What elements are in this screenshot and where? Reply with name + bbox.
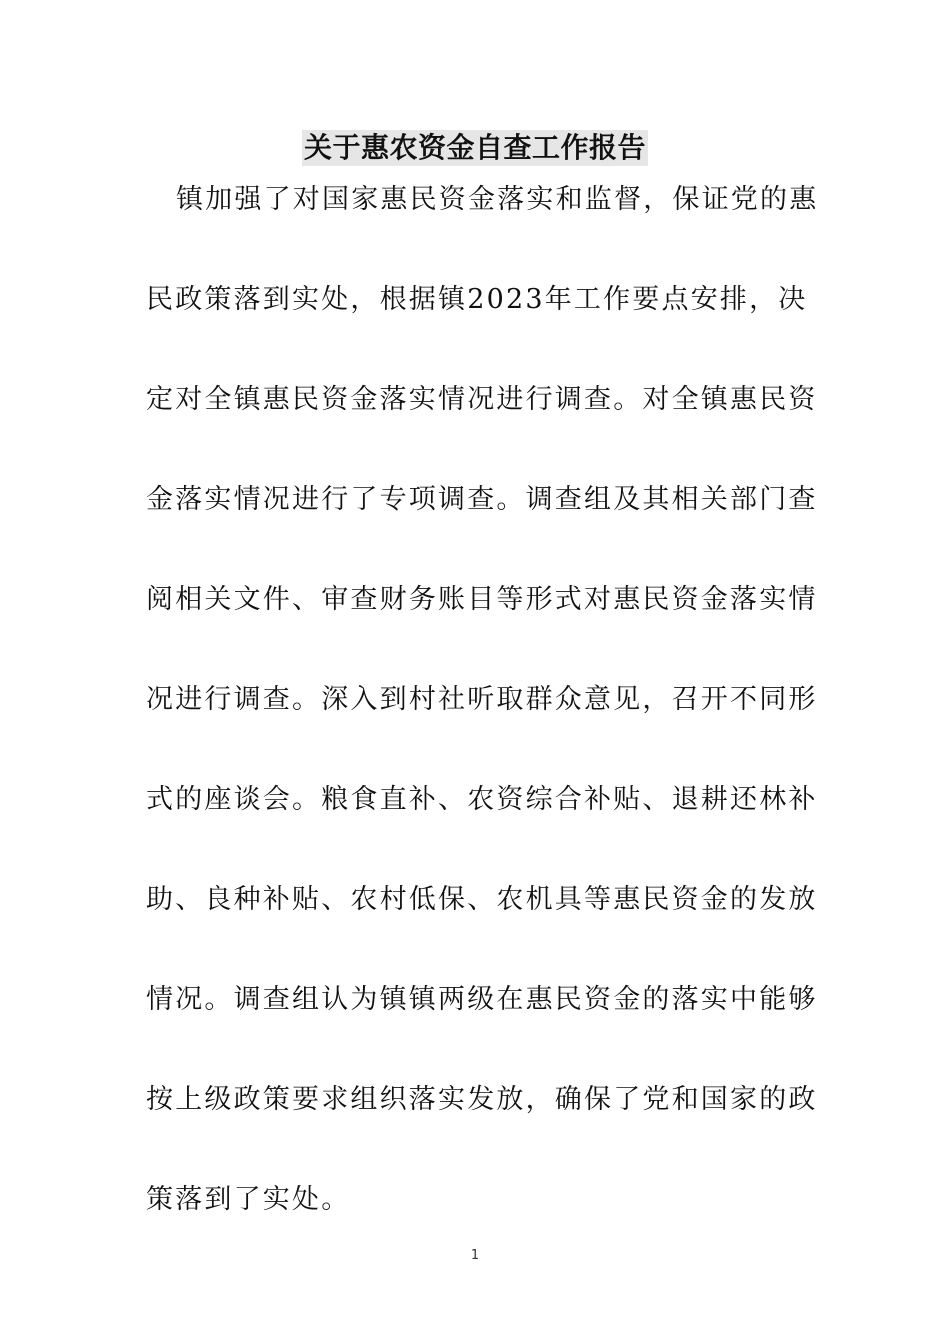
body-line: 助、良种补贴、农村低保、农机具等惠民资金的发放 (146, 884, 818, 915)
body-line: 阅相关文件、审查财务账目等形式对惠民资金落实情 (146, 584, 818, 615)
body-line: 策落到了实处。 (146, 1184, 351, 1215)
body-line: 定对全镇惠民资金落实情况进行调查。对全镇惠民资 (146, 384, 818, 415)
body-line: 金落实情况进行了专项调查。调查组及其相关部门查 (146, 484, 818, 515)
document-body (146, 150, 819, 1250)
body-line: 况进行调查。深入到村社听取群众意见，召开不同形 (146, 684, 818, 715)
body-line: 式的座谈会。粮食直补、农资综合补贴、退耕还林补 (146, 784, 818, 815)
body-line: 民政策落到实处，根据镇2023年工作要点安排，决 (146, 284, 808, 315)
body-line: 情况。调查组认为镇镇两级在惠民资金的落实中能够 (146, 984, 818, 1015)
body-line: 按上级政策要求组织落实发放，确保了党和国家的政 (146, 1084, 818, 1115)
page-number: 1 (470, 1248, 480, 1263)
document-title: 关于惠农资金自查工作报告 (303, 131, 646, 164)
body-line: 镇加强了对国家惠民资金落实和监督，保证党的惠 (176, 184, 819, 215)
